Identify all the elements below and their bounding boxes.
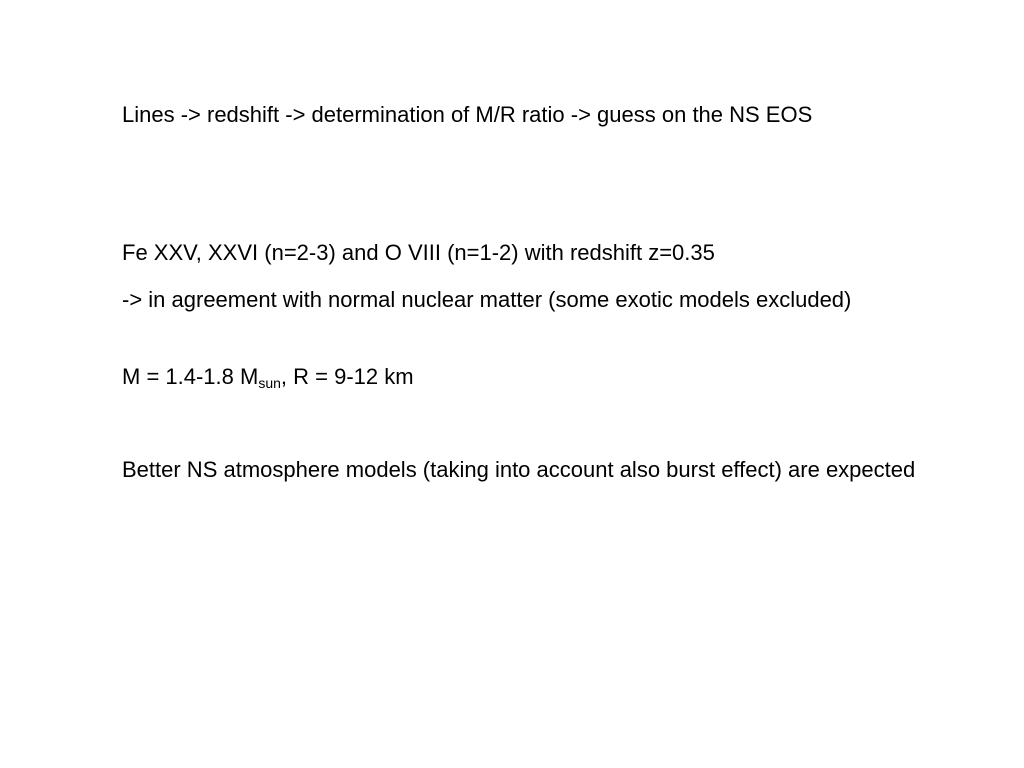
- eos-summary-line: Lines -> redshift -> determination of M/R ratio -> guess on the NS EOS: [122, 102, 813, 127]
- sun-subscript: sun: [258, 375, 281, 391]
- mass-radius-line: [122, 362, 414, 392]
- mass-range-text: M = 1.4-1.8 M: [122, 364, 259, 389]
- redshift-line: Fe XXV, XXVI (n=2-3) and O VIII (n=1-2) with redshift z=0.35: [122, 240, 715, 265]
- radius-range-text: , R = 9-12 km: [280, 364, 414, 389]
- atmosphere-models-line: Better NS atmosphere models (taking into account also burst effect) are expected: [122, 457, 916, 482]
- nuclear-matter-line: -> in agreement with normal nuclear matter (some exotic models excluded): [122, 287, 852, 312]
